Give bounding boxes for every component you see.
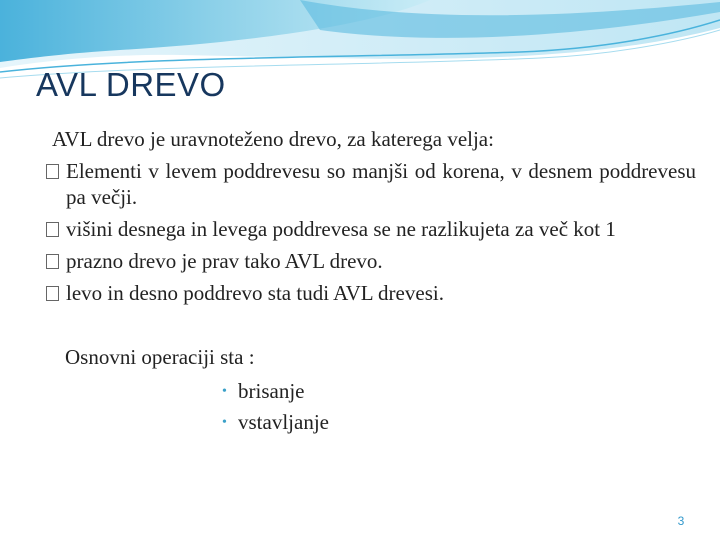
list-item-text: prazno drevo je prav tako AVL drevo. — [66, 249, 383, 273]
rules-list — [46, 158, 696, 312]
operation-label: brisanje — [238, 379, 305, 403]
operation-item — [222, 407, 329, 438]
bullet-dot-icon: • — [222, 384, 227, 399]
list-item — [46, 216, 696, 242]
list-item — [46, 280, 696, 306]
slide-title: AVL DREVO — [36, 66, 226, 103]
missing-glyph-box-icon — [46, 286, 59, 301]
operations-list — [222, 376, 329, 438]
operations-heading: Osnovni operaciji sta : — [65, 345, 255, 369]
missing-glyph-box-icon — [46, 254, 59, 269]
bullet-dot-icon: • — [222, 415, 227, 430]
operation-item — [222, 376, 329, 407]
page-number: 3 — [677, 514, 685, 528]
missing-glyph-box-icon — [46, 222, 59, 237]
operation-label: vstavljanje — [238, 410, 329, 434]
list-item — [46, 158, 696, 210]
list-item — [46, 248, 696, 274]
list-item-text: levo in desno poddrevo sta tudi AVL drevesi. — [66, 281, 444, 305]
list-item-text: višini desnega in levega poddrevesa se ne razlikujeta za več kot 1 — [66, 217, 616, 241]
intro-text: AVL drevo je uravnoteženo drevo, za katerega velja: — [52, 127, 494, 151]
missing-glyph-box-icon — [46, 164, 59, 179]
list-item-text: Elementi v levem poddrevesu so manjši od korena, v desnem poddrevesu pa večji. — [66, 159, 696, 209]
